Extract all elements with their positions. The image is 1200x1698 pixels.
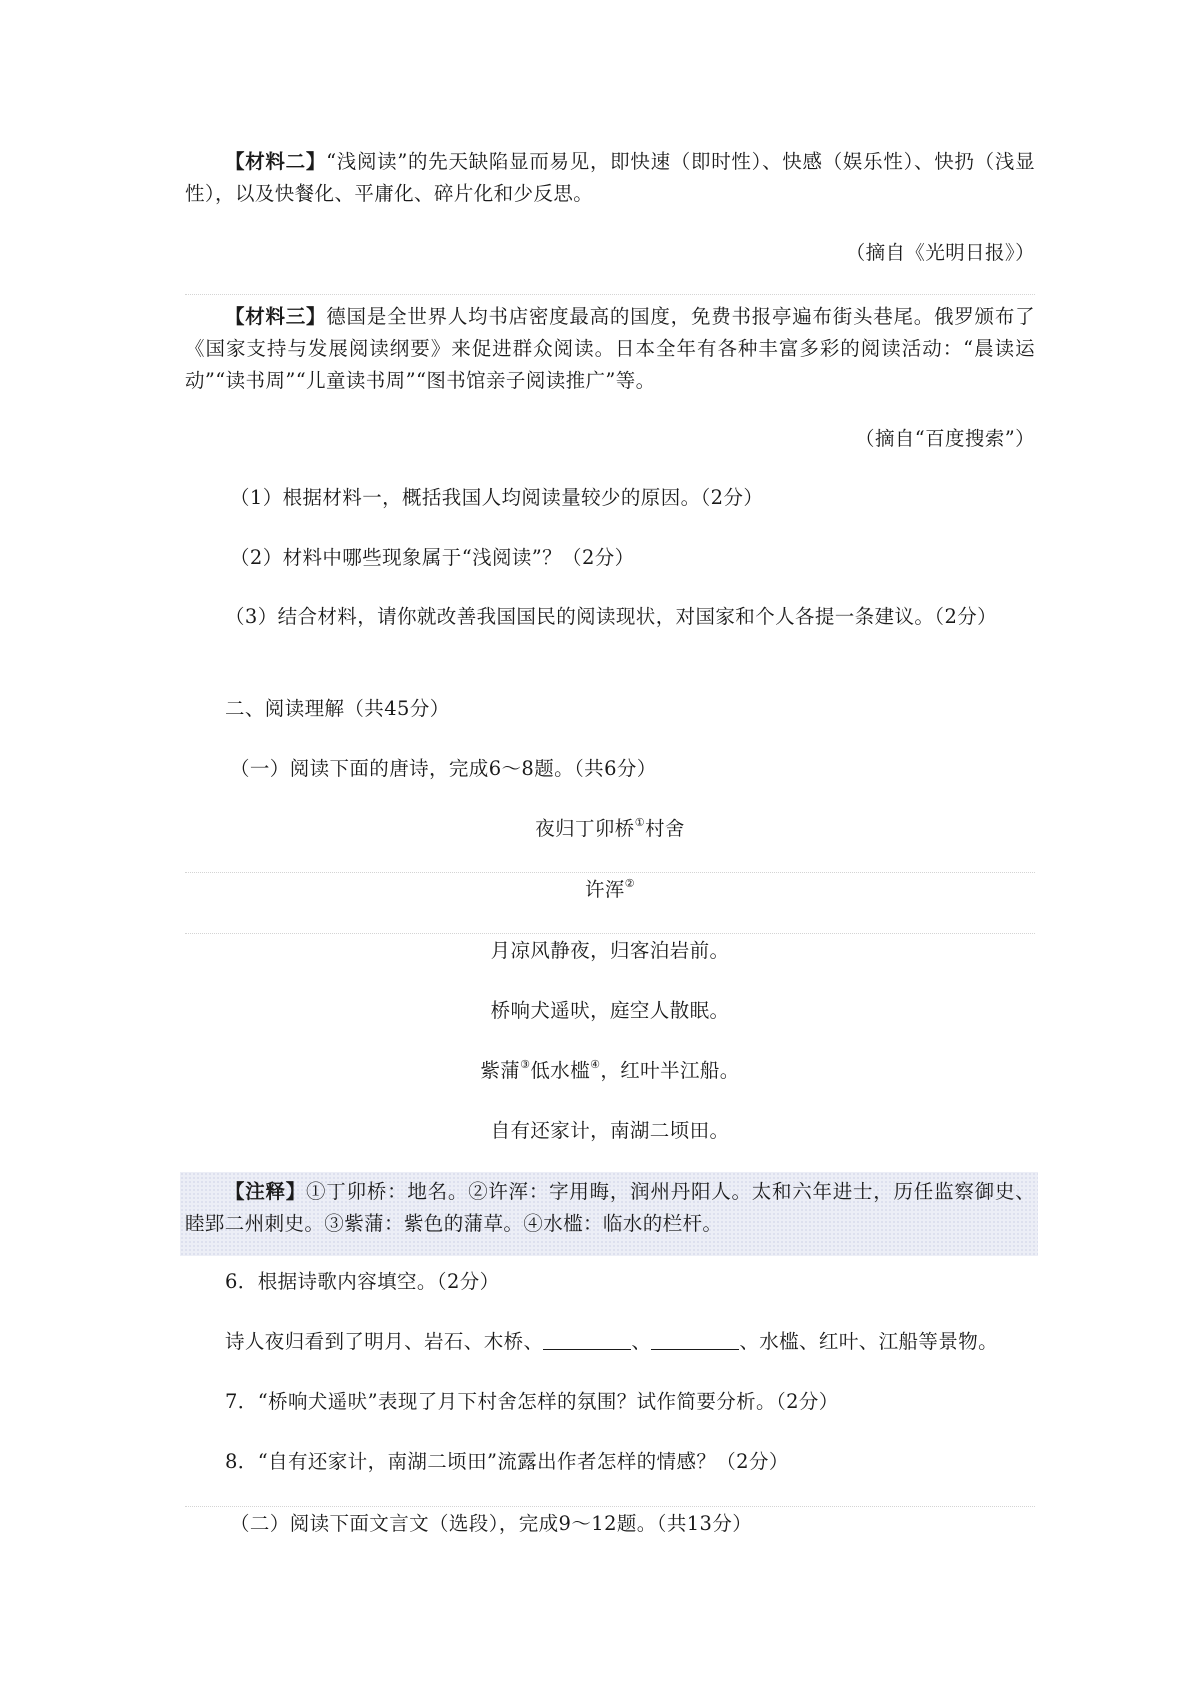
material-2-source: （摘自《光明日报》） [845, 241, 1035, 264]
material-3-text: 德国是全世界人均书店密度最高的国度，免费书报亭遍布街头巷尾。俄罗颁布了《国家支持与发展阅读纲要》来促进群众阅读。日本全年有各种丰富多彩的阅读活动：“晨读运动”“读书周”“儿童读书周”“图书馆亲子阅读推广”等。 [185, 305, 1035, 392]
question-7: 7．“桥响犬遥吠”表现了月下村舍怎样的氛围？试作简要分析。（2分） [225, 1390, 839, 1413]
footnote-mark: ③ [520, 1058, 531, 1071]
question-6-fill [225, 1326, 1075, 1358]
poem-title-text: 夜归丁卯桥 [535, 817, 635, 840]
poem-author [185, 874, 1035, 906]
poem-line-3-part: 低水槛 [530, 1059, 591, 1082]
poem-line-3-part: ，红叶半江船。 [600, 1059, 740, 1082]
answer-blank-2[interactable] [651, 1331, 739, 1350]
poem-line-4: 自有还家计，南湖二顷田。 [490, 1119, 730, 1142]
footnote-mark: ② [624, 877, 636, 890]
material-3-paragraph [185, 301, 1035, 397]
material-2-text: “浅阅读”的先天缺陷显而易见，即快速（即时性）、快感（娱乐性）、快扔（浅显性），以及快餐化、平庸化、碎片化和少反思。 [185, 150, 1035, 205]
poem-line-3 [185, 1055, 1035, 1087]
footnote-mark: ④ [590, 1058, 601, 1071]
separator [185, 1506, 1035, 1507]
question-3: （3）结合材料，请你就改善我国国民的阅读现状，对国家和个人各提一条建议。（2分） [225, 605, 998, 628]
poem-title-rest: 村舍 [644, 817, 685, 840]
note-label: 【注释】 [225, 1180, 307, 1203]
question-2: （2）材料中哪些现象属于“浅阅读”？（2分） [230, 546, 635, 569]
note-text: ①丁卯桥：地名。②许浑：字用晦，润州丹阳人。太和六年进士，历任监察御史、睦郢二州刺史。③紫蒲：紫色的蒲草。④水槛：临水的栏杆。 [185, 1180, 1035, 1235]
poem-line-3-part: 紫蒲 [480, 1059, 521, 1082]
poem-title [185, 813, 1035, 845]
question-6-suffix: 、水槛、红叶、江船等景物。 [739, 1330, 999, 1353]
subsection-2-title: （二）阅读下面文言文（选段），完成9～12题。（共13分） [230, 1512, 753, 1535]
poem-line-1: 月凉风静夜，归客泊岩前。 [490, 939, 730, 962]
material-3-label: 【材料三】 [225, 305, 327, 328]
question-6-prefix: 诗人夜归看到了明月、岩石、木桥、 [225, 1330, 544, 1353]
question-1: （1）根据材料一，概括我国人均阅读量较少的原因。（2分） [230, 486, 764, 509]
material-2-paragraph [185, 146, 1035, 210]
footnote-mark: ① [634, 816, 645, 829]
question-6-sep: 、 [631, 1330, 652, 1353]
section-2-title: 二、阅读理解（共45分） [225, 697, 450, 720]
answer-blank-1[interactable] [543, 1331, 631, 1350]
note-paragraph [185, 1176, 1035, 1240]
question-6-title: 6．根据诗歌内容填空。（2分） [225, 1270, 500, 1293]
separator [185, 294, 1035, 295]
separator [185, 872, 1035, 873]
poem-author-text: 许浑 [584, 878, 625, 901]
material-2-label: 【材料二】 [225, 150, 327, 173]
separator [185, 933, 1035, 934]
material-3-source: （摘自“百度搜索”） [855, 427, 1035, 450]
question-8: 8．“自有还家计，南湖二顷田”流露出作者怎样的情感？（2分） [225, 1450, 789, 1473]
poem-line-2: 桥响犬遥吠，庭空人散眠。 [490, 999, 730, 1022]
subsection-1-title: （一）阅读下面的唐诗，完成6～8题。（共6分） [230, 757, 657, 780]
